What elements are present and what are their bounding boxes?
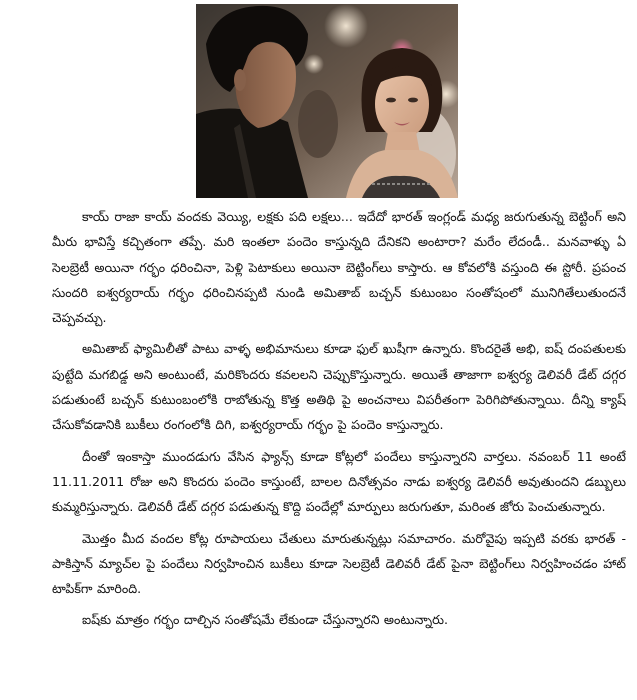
article-paragraph: అమితాబ్ ఫ్యామిలీతో పాటు వాళ్ళ అభిమానులు కూడా ఫుల్ ఖుషీగా ఉన్నారు. కొందరైతే అభి, ఐష్ దంపతులకు పుట్టేది మగబిడ్డ అని అంటుంటే, మరికొందరు కవలలని చెప్పుకొస్తున్నారు. అయితే తాజాగా ఐశ్వర్య డెలివరీ డేట్ దగ్గర పడుతుంటే బచ్చన్ కుటుంబంలోకి రాబోతున్న కొత్త అతిథి పై అంచనాలు విపరీతంగా పెరిగిపోతున్నాయి. దీన్ని క్యాష్ చేసుకోవడానికి బుకీలు రంగంలోకి దిగి, ఐశ్వర్యరాయ్ గర్భం పై పందెం కాస్తున్నారు. [52, 341, 626, 433]
article-photo [196, 4, 458, 198]
article-paragraph: దీంతో ఇంకాస్తా ముందడుగు వేసిన ఫ్యాన్స్ కూడా కోట్లలో పందేలు కాస్తున్నారని వార్తలు. నవంబర్ 11 అంటే 11.11.2011 రోజు అని కొందరు పందెం కాస్తుంటే, బాలల దినోత్సవం నాడు ఐశ్వర్య డెలివరీ అవుతుందని డబ్బులు కుమ్మరిస్తున్నారు. డెలివరీ డేట్ దగ్గర పడుతున్న కొద్ది పందేల్లో మార్పులు జరుగుతూ, మరింత జోరు పెంచుతున్నారు. [52, 448, 626, 515]
article-paragraph: మొత్తం మీద వందల కోట్ల రూపాయలు చేతులు మారుతున్నట్లు సమాచారం. మరోవైపు ఇప్పటి వరకు భారత్ - పాకిస్తాన్ మ్యాచ్‌ల పై పందేలు నిర్వహించిన బుకీలు కూడా సెలబ్రెటీ డెలివరీ డేట్ పైనా బెట్టింగ్‌లు నిర్వహించడం హాట్ టాపిక్‌గా మారింది. [52, 530, 626, 597]
article-body [52, 204, 626, 696]
article-paragraph: ఐష్‌కు మాత్రం గర్భం దాల్చిన సంతోషమే లేకుండా చేస్తున్నారని అంటున్నారు. [82, 612, 448, 628]
article-paragraph: కాయ్ రాజా కాయ్ వందకు వెయ్యి, లక్షకు పది లక్షలు... ఇదేదో భారత్ ఇంగ్లండ్ మధ్య జరుగుతున్న బెట్టింగ్ అని మీరు భావిస్తే కచ్చితంగా తప్పే. మరి ఇంతలా పందెం కాస్తున్నది దేనికని అంటారా? మరేం లేదండీ.. మనవాళ్ళు ఏ సెలబ్రెటీ అయినా గర్భం ధరించినా, పెళ్లి పెటాకులు అయినా బెట్టింగ్‌లు కాస్తారు. ఆ కోవలోకి వస్తుంది ఈ స్టోరీ. ప్రపంచ సుందరి ఐశ్వర్యరాయ్ గర్భం ధరించినప్పటి నుండి అమితాబ్ బచ్చన్ కుటుంబం సంతోషంలో మునిగితేలుతుందనే చెప్పవచ్చు. [52, 209, 626, 326]
